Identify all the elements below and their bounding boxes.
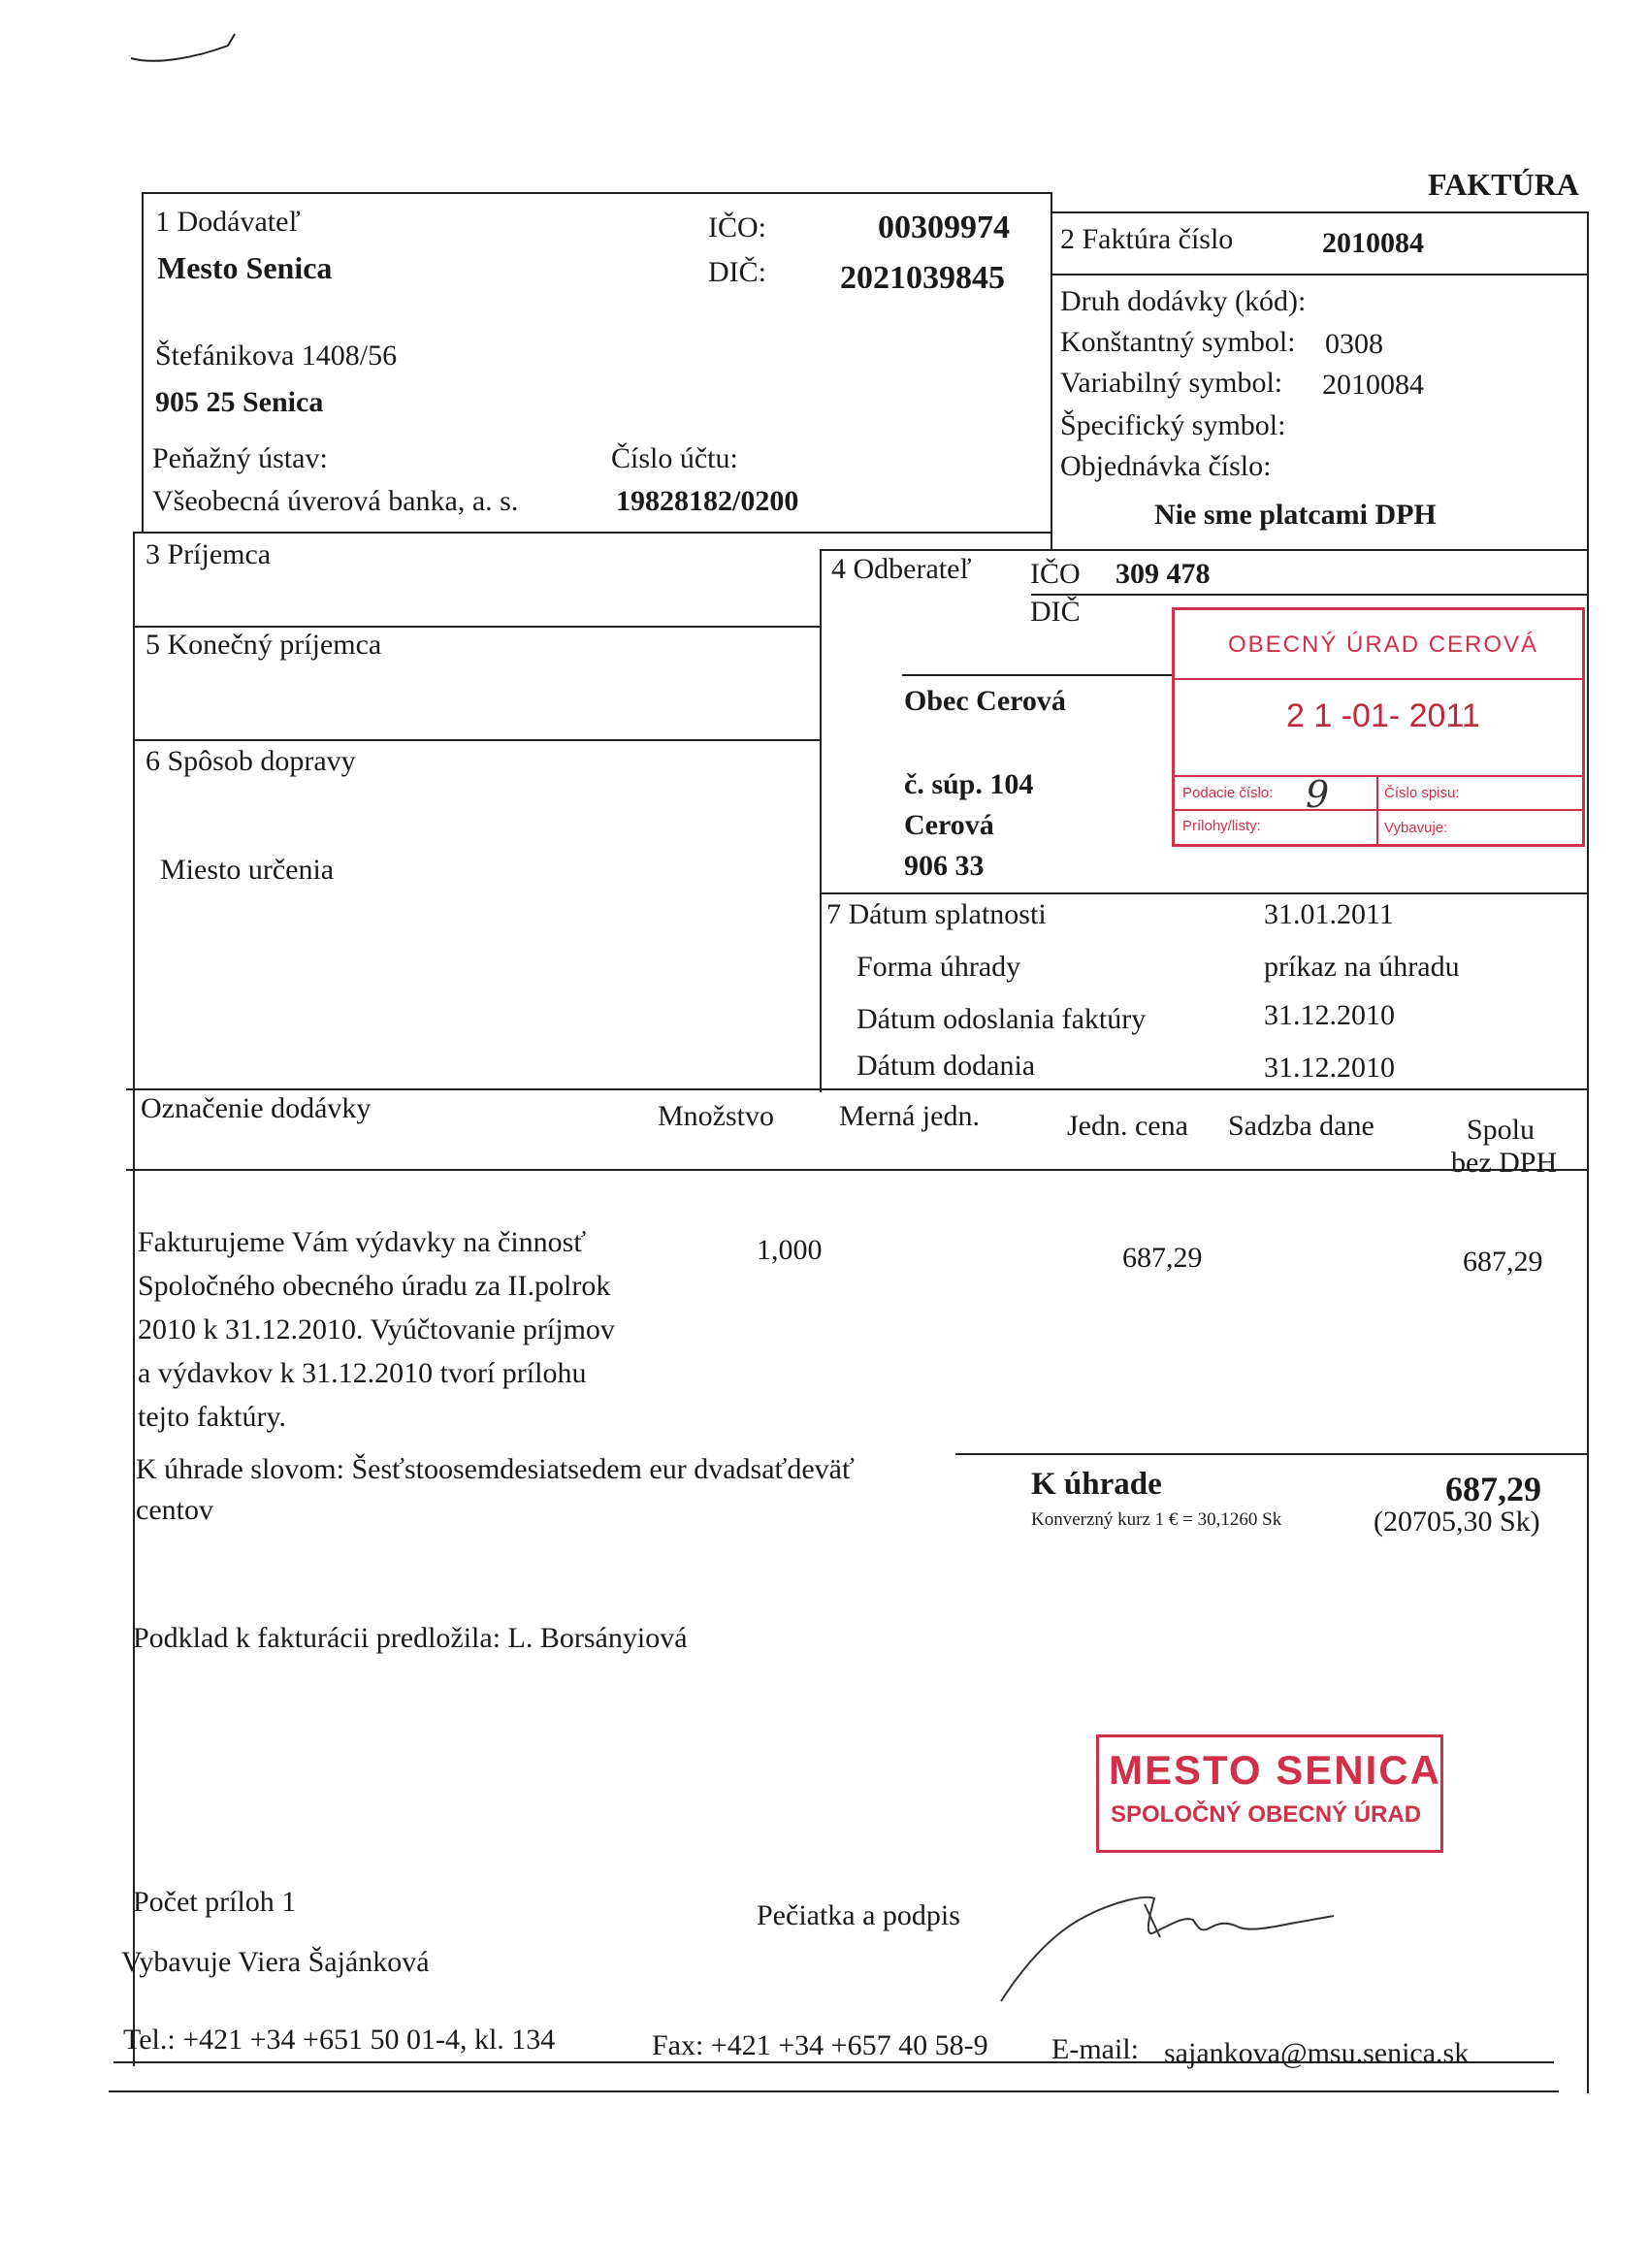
issuer-stamp-line2: SPOLOČNÝ OBECNÝ ÚRAD	[1111, 1801, 1422, 1828]
received-stamp-line	[1175, 775, 1582, 777]
divider-customer-name	[902, 674, 1174, 676]
supplier-dic-label: DIČ:	[708, 256, 766, 288]
table-row-description: Fakturujeme Vám výdavky na činnosť	[138, 1226, 587, 1258]
customer-label: 4 Odberateľ	[831, 553, 972, 585]
total-due-label: K úhrade	[1031, 1467, 1162, 1502]
total-amount-sk: (20705,30 Sk)	[1374, 1506, 1540, 1538]
received-stamp-line	[1175, 809, 1582, 811]
constant-symbol: 0308	[1325, 328, 1383, 360]
table-row-description: Spoločného obecného úradu za II.polrok	[138, 1270, 611, 1302]
final-recipient-label: 5 Konečný príjemca	[146, 629, 382, 661]
pen-mark	[126, 24, 242, 73]
received-stamp-line	[1175, 678, 1582, 680]
border-top-right	[1051, 211, 1589, 213]
border-left	[133, 534, 135, 2066]
filing-number-label: Podacie číslo:	[1182, 785, 1274, 801]
footer-tel: Tel.: +421 +34 +651 50 01-4, kl. 134	[123, 2024, 556, 2056]
col-header-unit: Merná jedn.	[839, 1100, 980, 1132]
prepared-by: Podklad k fakturácii predložila: L. Borsányiová	[133, 1622, 688, 1654]
order-number-label: Objednávka číslo:	[1060, 450, 1272, 482]
handled-by-label: Vybavuje:	[1384, 820, 1448, 836]
customer-ico: 309 478	[1116, 558, 1211, 590]
supplier-section-label: 1 Dodávateľ	[155, 206, 301, 238]
table-row-description: tejto faktúry.	[138, 1401, 287, 1433]
payment-method-label: Forma úhrady	[857, 951, 1021, 983]
invoice-number: 2010084	[1322, 227, 1424, 259]
divider-payment	[820, 892, 1589, 894]
destination-label: Miesto určenia	[160, 854, 335, 886]
table-row-unit-price: 687,29	[1122, 1242, 1203, 1274]
conversion-rate: Konverzný kurz 1 € = 30,1260 Sk	[1031, 1509, 1282, 1530]
divider-items-header-top	[126, 1088, 1589, 1090]
supplier-dic: 2021039845	[840, 260, 1005, 296]
delivery-type-label: Druh dodávky (kód):	[1060, 285, 1307, 317]
border-right	[1587, 211, 1589, 2093]
attachments-count: Počet príloh 1	[133, 1886, 297, 1918]
filing-number: 9	[1306, 773, 1330, 816]
payment-method: príkaz na úhradu	[1264, 951, 1460, 983]
constant-symbol-label: Konštantný symbol:	[1060, 326, 1296, 358]
delivery-date: 31.12.2010	[1264, 1052, 1395, 1084]
specific-symbol-label: Špecifický symbol:	[1060, 409, 1286, 441]
sent-date: 31.12.2010	[1264, 999, 1395, 1031]
col-header-total: Spolu	[1467, 1114, 1536, 1146]
supplier-city: 905 25 Senica	[155, 386, 324, 418]
divider-supplier-invoice	[1051, 192, 1052, 551]
attachments-label: Prílohy/listy:	[1182, 818, 1261, 834]
total-amount: 687,29	[1445, 1470, 1541, 1508]
received-stamp-divider	[1376, 775, 1378, 844]
divider-supplier-bottom	[133, 532, 1052, 534]
supplier-street: Štefánikova 1408/56	[155, 340, 398, 372]
border-bottom	[109, 2090, 1559, 2092]
footer-fax: Fax: +421 +34 +657 40 58-9	[652, 2029, 988, 2061]
supplier-bank-label: Peňažný ústav:	[152, 442, 328, 474]
amount-in-words-cont: centov	[136, 1494, 213, 1526]
invoice-number-label: 2 Faktúra číslo	[1060, 223, 1234, 255]
border-top	[142, 192, 1051, 194]
supplier-name: Mesto Senica	[157, 250, 333, 285]
divider-invoice-number	[1051, 274, 1589, 275]
recipient-label: 3 Príjemca	[146, 538, 272, 570]
delivery-date-label: Dátum dodania	[857, 1050, 1036, 1082]
col-header-total-sub: bez DPH	[1451, 1147, 1558, 1179]
transport-label: 6 Spôsob dopravy	[146, 745, 356, 777]
supplier-ico: 00309974	[878, 210, 1010, 245]
due-date-label: 7 Dátum splatnosti	[826, 898, 1047, 930]
amount-in-words: K úhrade slovom: Šesťstoosemdesiatsedem eur dvadsaťdeväť	[136, 1453, 855, 1485]
received-stamp	[1172, 607, 1585, 847]
divider-customer-left	[820, 549, 822, 1092]
supplier-ico-label: IČO:	[708, 211, 766, 243]
received-stamp-date: 2 1 -01- 2011	[1286, 697, 1480, 734]
due-date: 31.01.2011	[1264, 898, 1394, 930]
vat-note: Nie sme platcami DPH	[1154, 499, 1437, 531]
sent-date-label: Dátum odoslania faktúry	[857, 1003, 1147, 1035]
customer-name: Obec Cerová	[904, 685, 1066, 717]
handled-by: Vybavuje Viera Šajánková	[121, 1946, 430, 1978]
issuer-stamp	[1096, 1734, 1443, 1853]
divider-invoice-bottom	[820, 549, 1589, 551]
divider-customer-ico	[1031, 594, 1589, 596]
table-row-description: a výdavkov k 31.12.2010 tvorí prílohu	[138, 1357, 587, 1389]
file-number-label: Číslo spisu:	[1384, 785, 1460, 801]
signature	[989, 1877, 1358, 2013]
divider-final-recipient	[133, 739, 822, 741]
divider-items-header-bottom	[126, 1169, 1589, 1171]
table-row-quantity: 1,000	[757, 1234, 823, 1266]
footer-email[interactable]: sajankova@msu.senica.sk	[1164, 2037, 1470, 2069]
table-row-total: 687,29	[1463, 1246, 1543, 1278]
issuer-stamp-line1: MESTO SENICA	[1109, 1747, 1441, 1793]
customer-dic-label: DIČ	[1030, 596, 1081, 628]
customer-ico-label: IČO	[1030, 558, 1081, 590]
divider-recipient	[133, 626, 822, 628]
variable-symbol: 2010084	[1322, 369, 1424, 401]
customer-zip: 906 33	[904, 850, 985, 882]
document-title: FAKTÚRA	[1428, 167, 1579, 202]
supplier-bank: Všeobecná úverová banka, a. s.	[152, 485, 519, 517]
customer-street: č. súp. 104	[904, 768, 1034, 800]
variable-symbol-label: Variabilný symbol:	[1060, 367, 1283, 399]
table-row-description: 2010 k 31.12.2010. Vyúčtovanie príjmov	[138, 1313, 615, 1345]
border-left-top	[142, 192, 144, 534]
divider-totals	[955, 1453, 1589, 1455]
supplier-account-label: Číslo účtu:	[611, 442, 738, 474]
footer-email-label: E-mail:	[1051, 2033, 1139, 2065]
stamp-signature-label: Pečiatka a podpis	[757, 1899, 960, 1931]
col-header-unit-price: Jedn. cena	[1067, 1110, 1188, 1142]
col-header-description: Označenie dodávky	[141, 1092, 372, 1124]
received-stamp-office: OBECNÝ ÚRAD CEROVÁ	[1228, 632, 1539, 658]
col-header-quantity: Množstvo	[658, 1100, 774, 1132]
col-header-tax-rate: Sadzba dane	[1228, 1110, 1374, 1142]
customer-city: Cerová	[904, 809, 994, 841]
supplier-account: 19828182/0200	[616, 485, 799, 517]
